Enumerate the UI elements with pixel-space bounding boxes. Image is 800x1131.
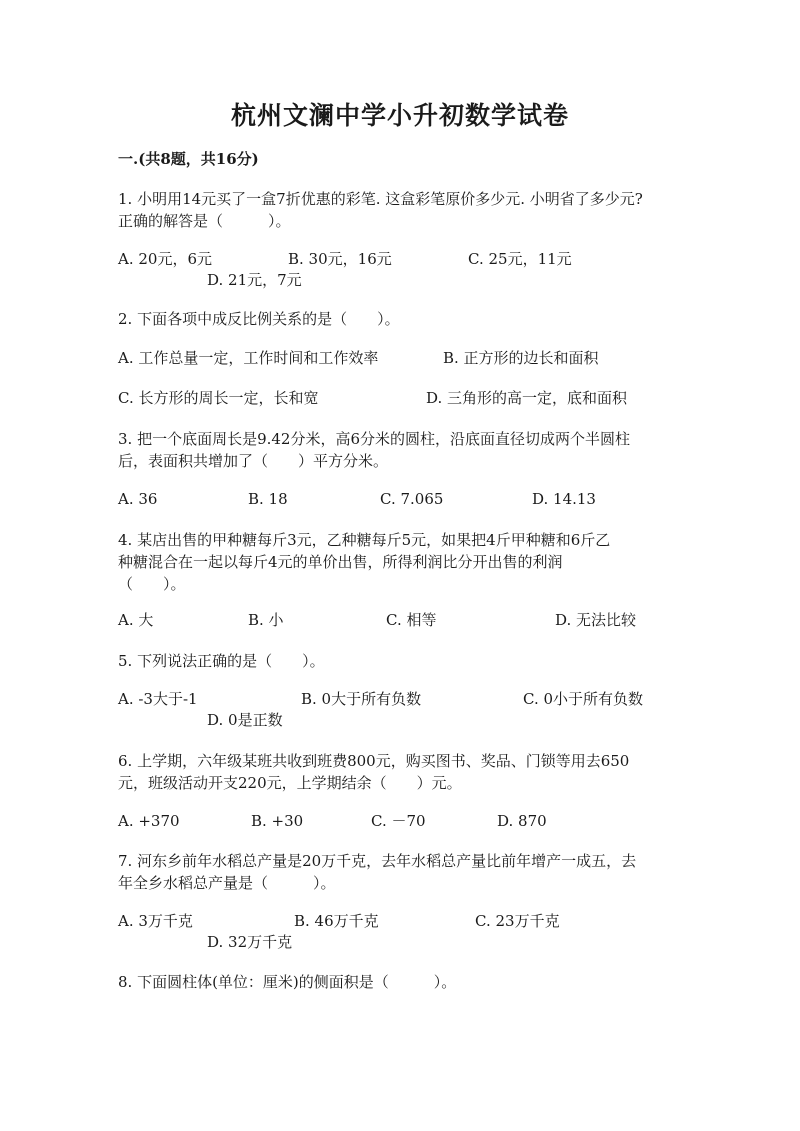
- option-b[interactable]: B. 30元，16元: [288, 250, 392, 268]
- question-text-line: 元，班级活动开支220元，上学期结余（ ）元。: [118, 774, 462, 792]
- option-c[interactable]: C. 23万千克: [475, 912, 560, 930]
- question-text-line: 1. 小明用14元买了一盒7折优惠的彩笔. 这盒彩笔原价多少元. 小明省了多少元?: [118, 190, 643, 208]
- question-text-line: 5. 下列说法正确的是（ ）。: [118, 652, 325, 670]
- option-c[interactable]: C. 0小于所有负数: [523, 690, 644, 708]
- option-d[interactable]: D. 870: [497, 812, 547, 830]
- question-3: [118, 428, 688, 472]
- option-a[interactable]: A. 36: [118, 490, 158, 508]
- option-a[interactable]: A. -3大于-1: [118, 690, 198, 708]
- option-a[interactable]: A. 工作总量一定，工作时间和工作效率: [118, 349, 379, 367]
- option-a[interactable]: A. 20元，6元: [118, 250, 212, 268]
- question-5: [118, 650, 688, 672]
- question-7: [118, 850, 688, 894]
- question-text-line: 7. 河东乡前年水稻总产量是20万千克，去年水稻总产量比前年增产一成五，去: [118, 852, 637, 870]
- question-text-line: 年全乡水稻总产量是（ ）。: [118, 874, 336, 892]
- option-a[interactable]: A. 3万千克: [118, 912, 193, 930]
- question-4: [118, 529, 688, 595]
- page-title: 杭州文澜中学小升初数学试卷: [230, 101, 569, 130]
- option-b[interactable]: B. +30: [251, 812, 304, 830]
- question-text-line: 种糖混合在一起以每斤4元的单价出售，所得利润比分开出售的利润: [118, 553, 563, 571]
- question-text-line: 6. 上学期，六年级某班共收到班费800元，购买图书、奖品、门锁等用去650: [118, 752, 630, 770]
- option-c[interactable]: C. 长方形的周长一定，长和宽: [118, 389, 319, 407]
- question-text-line: 后，表面积共增加了（ ）平方分米。: [118, 452, 389, 470]
- question-8: [118, 971, 688, 993]
- option-c[interactable]: C. －70: [371, 812, 426, 830]
- option-d[interactable]: D. 14.13: [532, 490, 596, 508]
- option-d[interactable]: D. 32万千克: [207, 933, 293, 951]
- question-2: [118, 308, 688, 330]
- option-b[interactable]: B. 正方形的边长和面积: [443, 349, 599, 367]
- option-b[interactable]: B. 小: [248, 611, 284, 629]
- question-6: [118, 750, 688, 794]
- question-text-line: （ ）。: [118, 575, 186, 593]
- question-text-line: 2. 下面各项中成反比例关系的是（ ）。: [118, 310, 400, 328]
- option-d[interactable]: D. 无法比较: [555, 611, 637, 629]
- question-text-line: 3. 把一个底面周长是9.42分米，高6分米的圆柱，沿底面直径切成两个半圆柱: [118, 430, 631, 448]
- option-b[interactable]: B. 0大于所有负数: [301, 690, 422, 708]
- question-text-line: 正确的解答是（ ）。: [118, 212, 291, 230]
- option-d[interactable]: D. 三角形的高一定，底和面积: [426, 389, 628, 407]
- option-a[interactable]: A. +370: [118, 812, 180, 830]
- option-b[interactable]: B. 18: [248, 490, 288, 508]
- option-d[interactable]: D. 0是正数: [207, 711, 283, 729]
- question-text-line: 4. 某店出售的甲种糖每斤3元，乙种糖每斤5元，如果把4斤甲种糖和6斤乙: [118, 531, 611, 549]
- section-heading: 一.(共8题，共16分): [118, 150, 259, 168]
- option-a[interactable]: A. 大: [118, 611, 154, 629]
- option-c[interactable]: C. 7.065: [380, 490, 444, 508]
- option-c[interactable]: C. 相等: [386, 611, 437, 629]
- option-c[interactable]: C. 25元，11元: [468, 250, 572, 268]
- question-1: [118, 188, 688, 232]
- option-d[interactable]: D. 21元，7元: [207, 271, 302, 289]
- option-b[interactable]: B. 46万千克: [294, 912, 379, 930]
- question-text-line: 8. 下面圆柱体(单位：厘米)的侧面积是（ ）。: [118, 973, 457, 991]
